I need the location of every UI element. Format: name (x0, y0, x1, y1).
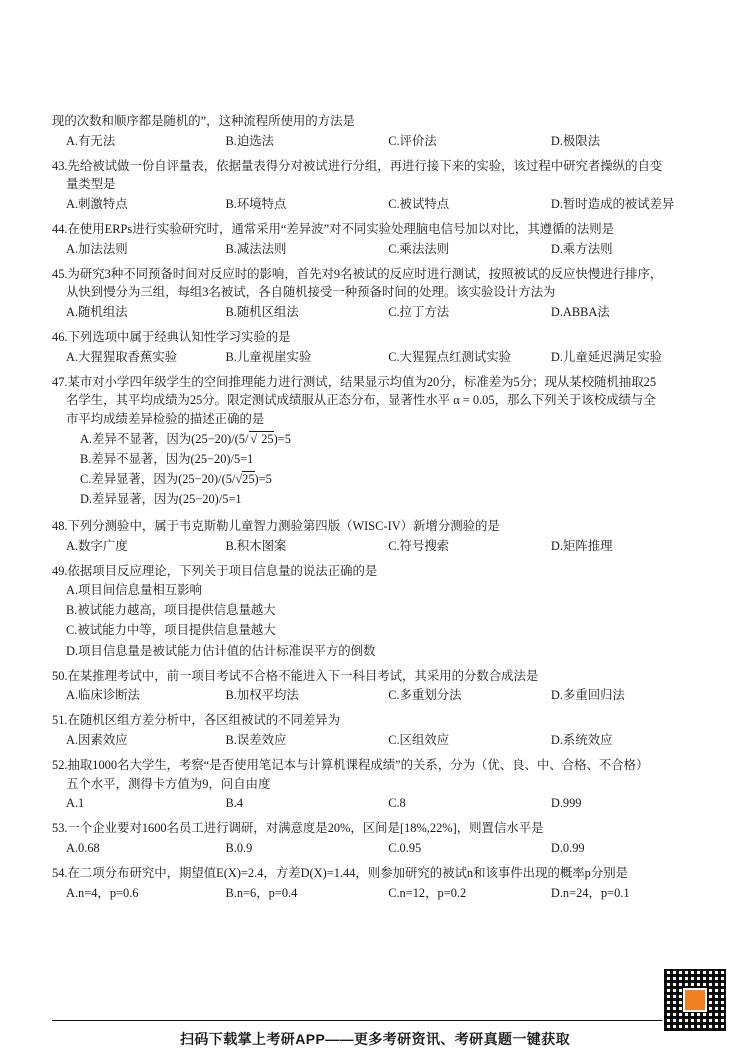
question-stem: 44.在使用ERPs进行实验研究时，通常采用“差异波”对不同实验处理脑电信号加以对比，其遵循的法则是 (52, 222, 615, 237)
option-d: D.矩阵推理 (550, 538, 613, 553)
option-row (52, 347, 704, 367)
question-stem: 现的次数和顺序都是随机的”，这种流程所使用的方法是 (52, 114, 355, 128)
option-row (52, 685, 704, 705)
question-block (52, 373, 704, 509)
option-c: C.0.95 (388, 840, 422, 855)
option-a: A.n=4，p=0.6 (66, 885, 139, 900)
question-stem: 50.在某推理考试中，前一项目考试不合格不能进入下一科目考试，其采用的分数合成法是 (52, 668, 539, 683)
option-b: B.被试能力越高，项目提供信息量越大 (66, 603, 276, 618)
option-b: B.儿童视崖实验 (225, 349, 312, 364)
option-d (80, 489, 704, 509)
qr-logo-icon (683, 988, 707, 1012)
option-b: B.误差效应 (225, 732, 287, 747)
option-b: B.积木图案 (225, 538, 287, 553)
question-block (52, 667, 704, 706)
question-block (52, 112, 704, 151)
option-b-expr: (25−20)/5=1 (190, 451, 254, 466)
footer-divider (52, 1020, 698, 1021)
question-stem: 43.先给被试做一份自评量表，依据量表得分对被试进行分组，再进行接下来的实验，该过程中研究者操纵的自变 (52, 158, 663, 173)
option-b: B.迫选法 (225, 133, 275, 148)
option-c-prefix: C.差异显著，因为 (80, 471, 179, 486)
question-stem-line2: 量类型是 (66, 177, 116, 192)
option-c: C.拉丁方法 (388, 304, 450, 319)
option-a: A.0.68 (66, 840, 100, 855)
question-stem: 51.在随机区组方差分析中，各区组被试的不同差异为 (52, 713, 341, 728)
option-a-prefix: A.差异不显著，因为 (80, 431, 192, 446)
question-block (52, 864, 704, 903)
question-block (52, 265, 704, 322)
option-c (80, 469, 704, 489)
option-d: D.999 (550, 796, 582, 811)
option-c: C.大猩猩点红测试实验 (388, 349, 512, 364)
option-d: D.暂时造成的被试差异 (550, 196, 675, 211)
option-a: A.大猩猩取香蕉实验 (66, 349, 178, 364)
option-b: B.0.9 (225, 840, 253, 855)
question-block (52, 517, 704, 556)
option-a: A.1 (66, 796, 85, 811)
question-stem: 54.在二项分布研究中，期望值E(X)=2.4，方差D(X)=1.44，则参加研究的被试n和该事件出现的概率p分别是 (52, 866, 629, 881)
option-c: C.8 (388, 796, 406, 811)
option-a: A.加法法则 (66, 241, 128, 256)
question-block (52, 328, 704, 367)
page-footer (0, 969, 750, 1061)
option-d: D.系统效应 (550, 732, 613, 747)
option-c: C.被试特点 (388, 196, 450, 211)
question-stem: 45.为研究3种不同预备时间对反应时的影响，首先对9名被试的反应时进行测试，按照被试的反应快慢进行排序， (52, 266, 663, 281)
question-block (52, 157, 704, 214)
option-d: D.儿童延迟满足实验 (550, 349, 663, 364)
question-stem-line2: 从快到慢分为三组，每组3名被试，各自随机接受一种预备时间的处理。该实验设计方法为 (66, 285, 556, 300)
option-b: B.环境特点 (225, 196, 287, 211)
option-b: B.随机区组法 (225, 304, 299, 319)
option-a: A.因素效应 (66, 732, 128, 747)
option-row (52, 793, 704, 813)
option-row (52, 302, 704, 322)
option-d: D.极限法 (550, 133, 601, 148)
option-a: A.数字广度 (66, 538, 128, 553)
question-block (52, 562, 704, 661)
option-a: A.临床诊断法 (66, 688, 140, 703)
question-block (52, 756, 704, 813)
option-row (52, 730, 704, 750)
question-stem-line2: 名学生，其平均成绩为25分。限定测试成绩服从正态分布，显著性水平 α = 0.05，那么下列关于该校成绩与全 (66, 393, 656, 408)
option-c-expr: (25−20)/(5/√25)=5 (178, 471, 272, 486)
question-stem: 46.下列选项中属于经典认知性学习实验的是 (52, 330, 291, 345)
option-c: C.区组效应 (388, 732, 450, 747)
option-row (52, 131, 704, 151)
question-block (52, 220, 704, 259)
question-stem-line3: 市平均成绩差异检验的描述正确的是 (66, 411, 265, 426)
question-stem: 52.抽取1000名大学生，考察“是否使用笔记本与计算机课程成绩”的关系，分为（优、良、中、合格、不合格） (52, 758, 649, 773)
question-block (52, 711, 704, 750)
option-b: B.n=6，p=0.4 (225, 885, 298, 900)
question-block (52, 819, 704, 858)
option-row (52, 194, 704, 214)
option-column (52, 429, 704, 509)
option-d: D.项目信息量是被试能力估计值的估计标准误平方的倒数 (66, 643, 376, 658)
option-c: C.多重划分法 (388, 688, 462, 703)
question-stem: 53.一个企业要对1600名员工进行调研，对满意度是20%，区间是[18%,22%]，则置信水平是 (52, 821, 544, 836)
option-a: A.随机组法 (66, 304, 128, 319)
option-b: B.加权平均法 (225, 688, 299, 703)
option-d-expr: (25−20)/5=1 (178, 491, 242, 506)
question-stem: 49.依据项目反应理论，下列关于项目信息量的说法正确的是 (52, 563, 378, 578)
option-c: C.被试能力中等，项目提供信息量越大 (66, 623, 276, 638)
option-b: B.减法法则 (225, 241, 287, 256)
option-column (52, 580, 704, 660)
option-a (80, 429, 704, 449)
option-row (52, 536, 704, 556)
option-a: A.刺激特点 (66, 196, 128, 211)
option-c: C.n=12，p=0.2 (388, 885, 467, 900)
question-stem-line2: 五个水平，测得卡方值为9，问自由度 (66, 776, 271, 791)
option-d: D.乘方法则 (550, 241, 613, 256)
option-row (52, 838, 704, 858)
footer-promo-text: 扫码下载掌上考研APP——更多考研资讯、考研真题一键获取 (180, 1031, 570, 1047)
option-d: D.n=24，p=0.1 (550, 885, 630, 900)
option-d: D.0.99 (550, 840, 585, 855)
question-stem: 47.某市对小学四年级学生的空间推理能力进行测试，结果显示均值为20分，标准差为5分；现从某校随机抽取25 (52, 374, 657, 389)
option-a: A.项目间信息量相互影响 (66, 583, 202, 598)
option-b: B.4 (225, 796, 244, 811)
option-d: D.ABBA法 (550, 304, 610, 319)
qr-code-icon[interactable] (662, 967, 728, 1033)
option-a: A.有无法 (66, 133, 116, 148)
option-c: C.符号搜索 (388, 538, 450, 553)
option-d-prefix: D.差异显著，因为 (80, 491, 179, 506)
option-b-prefix: B.差异不显著，因为 (80, 451, 191, 466)
question-stem: 48.下列分测验中，属于韦克斯勒儿童智力测验第四版（WISC-IV）新增分测验的是 (52, 518, 500, 533)
option-c: C.乘法法则 (388, 241, 450, 256)
option-row (52, 239, 704, 259)
option-b (80, 449, 704, 469)
option-c: C.评价法 (388, 133, 437, 148)
option-a-expr: (25−20)/(5/ √ 25)=5 (191, 431, 291, 446)
option-d: D.多重回归法 (550, 688, 625, 703)
option-row (52, 883, 704, 903)
